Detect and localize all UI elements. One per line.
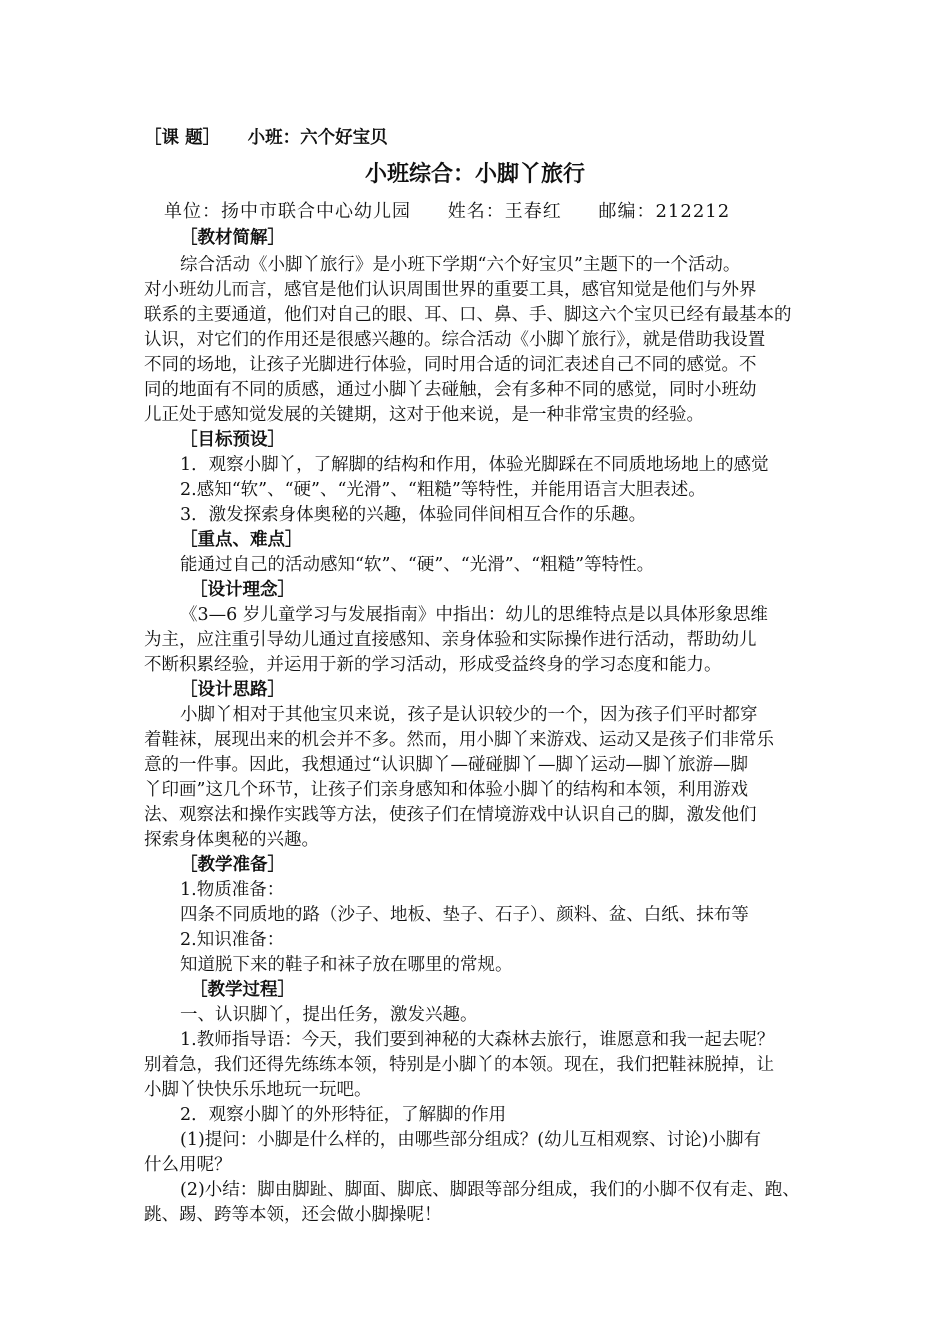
- paragraph-line: 综合活动《小脚丫旅行》是小班下学期“六个好宝贝”主题下的一个活动。: [180, 255, 741, 275]
- paragraph-line: (2)小结：脚由脚趾、脚面、脚底、脚跟等部分组成，我们的小脚不仅有走、跑、: [180, 1180, 800, 1200]
- paragraph-line: 丫印画”这几个环节，让孩子们亲身感知和体验小脚丫的结构和本领，利用游戏: [144, 780, 748, 800]
- topic-line: [144, 126, 388, 150]
- paragraph-line: 意的一件事。因此，我想通过“认识脚丫—碰碰脚丫—脚丫运动—脚丫旅游—脚: [144, 755, 748, 775]
- paragraph-line: 着鞋袜，展现出来的机会并不多。然而，用小脚丫来游戏、运动又是孩子们非常乐: [144, 730, 774, 750]
- unit-text: 单位：扬中市联合中心幼儿园: [164, 201, 411, 222]
- paragraph-line: 法、观察法和操作实践等方法，使孩子们在情境游戏中认识自己的脚，激发他们: [144, 805, 757, 825]
- paragraph-line: (1)提问：小脚是什么样的，由哪些部分组成？(幼儿互相观察、讨论)小脚有: [180, 1130, 761, 1150]
- paragraph-line: 知道脱下来的鞋子和袜子放在哪里的常规。: [180, 955, 513, 975]
- paragraph-line: 认识，对它们的作用还是很感兴趣的。综合活动《小脚丫旅行》，就是借助我设置: [144, 330, 766, 350]
- paragraph-line: 1．观察小脚丫，了解脚的结构和作用，体验光脚踩在不同质地场地上的感觉: [180, 455, 769, 475]
- paragraph-line: 不同的场地，让孩子光脚进行体验，同时用合适的词汇表述自己不同的感觉。不: [144, 355, 757, 375]
- paragraph-line: 2.知识准备：: [180, 930, 285, 950]
- postcode-text: 邮编：212212: [598, 201, 731, 222]
- section-heading: ［教学准备］: [180, 855, 285, 875]
- paragraph-line: 儿正处于感知觉发展的关键期，这对于他来说，是一种非常宝贵的经验。: [144, 405, 704, 425]
- paragraph-line: 小脚丫相对于其他宝贝来说，孩子是认识较少的一个，因为孩子们平时都穿: [180, 705, 758, 725]
- paragraph-line: 2.感知“软”、“硬”、“光滑”、“粗糙”等特性，并能用语言大胆表述。: [180, 480, 706, 500]
- paragraph-line: 《3—6 岁儿童学习与发展指南》中指出：幼儿的思维特点是以具体形象思维: [180, 605, 768, 625]
- paragraph-line: 联系的主要通道，他们对自己的眼、耳、口、鼻、手、脚这六个宝贝已经有最基本的: [144, 305, 792, 325]
- paragraph-line: 小脚丫快快乐乐地玩一玩吧。: [144, 1080, 372, 1100]
- paragraph-line: 一、认识脚丫，提出任务，激发兴趣。: [180, 1005, 478, 1025]
- section-heading: ［目标预设］: [180, 430, 285, 450]
- paragraph-line: 跳、踢、跨等本领，还会做小脚操呢！: [144, 1205, 442, 1225]
- section-heading: ［教材简解］: [180, 228, 285, 248]
- paragraph-line: 探索身体奥秘的兴趣。: [144, 830, 319, 850]
- paragraph-line: 1.教师指导语：今天，我们要到神秘的大森林去旅行，谁愿意和我一起去呢？: [180, 1030, 775, 1050]
- paragraph-line: 2．观察小脚丫的外形特征，了解脚的作用: [180, 1105, 507, 1125]
- section-heading: ［重点、难点］: [180, 530, 303, 550]
- paragraph-line: 为主，应注重引导幼儿通过直接感知、亲身体验和实际操作进行活动，帮助幼儿: [144, 630, 757, 650]
- paragraph-line: 同的地面有不同的质感，通过小脚丫去碰触，会有多种不同的感觉，同时小班幼: [144, 380, 757, 400]
- topic-value: 小班：六个好宝贝: [247, 128, 388, 148]
- section-heading: ［教学过程］: [190, 980, 295, 1000]
- paragraph-line: 四条不同质地的路（沙子、地板、垫子、石子）、颜料、盆、白纸、抹布等: [180, 905, 749, 925]
- paragraph-line: 1.物质准备：: [180, 880, 285, 900]
- topic-label: ［课 题］: [144, 128, 221, 148]
- paragraph-line: 不断积累经验，并运用于新的学习活动，形成受益终身的学习态度和能力。: [144, 655, 722, 675]
- section-heading: ［设计理念］: [190, 580, 295, 600]
- author-meta-line: [164, 200, 730, 224]
- paragraph-line: 能通过自己的活动感知“软”、“硬”、“光滑”、“粗糙”等特性。: [180, 555, 655, 575]
- paragraph-line: 对小班幼儿而言，感官是他们认识周围世界的重要工具，感官知觉是他们与外界: [144, 280, 757, 300]
- section-heading: ［设计思路］: [180, 680, 285, 700]
- paragraph-line: 什么用呢？: [144, 1155, 232, 1175]
- page-title: 小班综合：小脚丫旅行: [364, 162, 585, 187]
- paragraph-line: 别着急，我们还得先练练本领，特别是小脚丫的本领。现在，我们把鞋袜脱掉，让: [144, 1055, 774, 1075]
- paragraph-line: 3．激发探索身体奥秘的兴趣，体验同伴间相互合作的乐趣。: [180, 505, 647, 525]
- author-name: 姓名：王春红: [447, 201, 562, 222]
